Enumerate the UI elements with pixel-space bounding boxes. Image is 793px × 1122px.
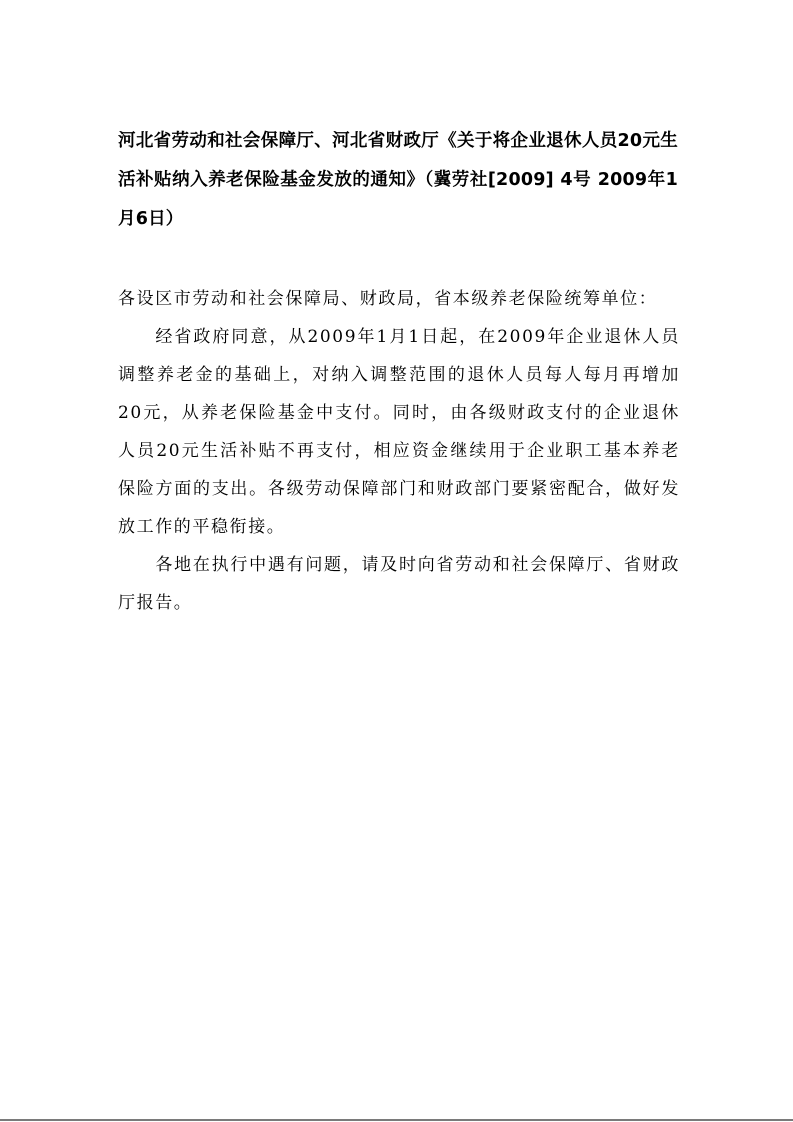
- page-bottom-rule: [0, 1119, 793, 1121]
- document-title: 河北省劳动和社会保障厅、河北省财政厅《关于将企业退休人员20元生活补贴纳入养老保险基金发放的通知》（冀劳社[2009] 4号 2009年1月6日）: [118, 131, 678, 229]
- body-paragraph-1: 经省政府同意，从2009年1月1日起，在2009年企业退休人员调整养老金的基础上，对纳入调整范围的退休人员每人每月再增加20元，从养老保险基金中支付。同时，由各级财政支付的企业退休人员20元生活补贴不再支付，相应资金继续用于企业职工基本养老保险方面的支出。各级劳动保障部门和财政部门要紧密配合，做好发放工作的平稳衔接。: [118, 327, 680, 537]
- document-body: [118, 280, 680, 622]
- body-paragraph-2: 各地在执行中遇有问题，请及时向省劳动和社会保障厅、省财政厅报告。: [118, 555, 680, 613]
- salutation: 各设区市劳动和社会保障局、财政局，省本级养老保险统筹单位：: [118, 289, 658, 309]
